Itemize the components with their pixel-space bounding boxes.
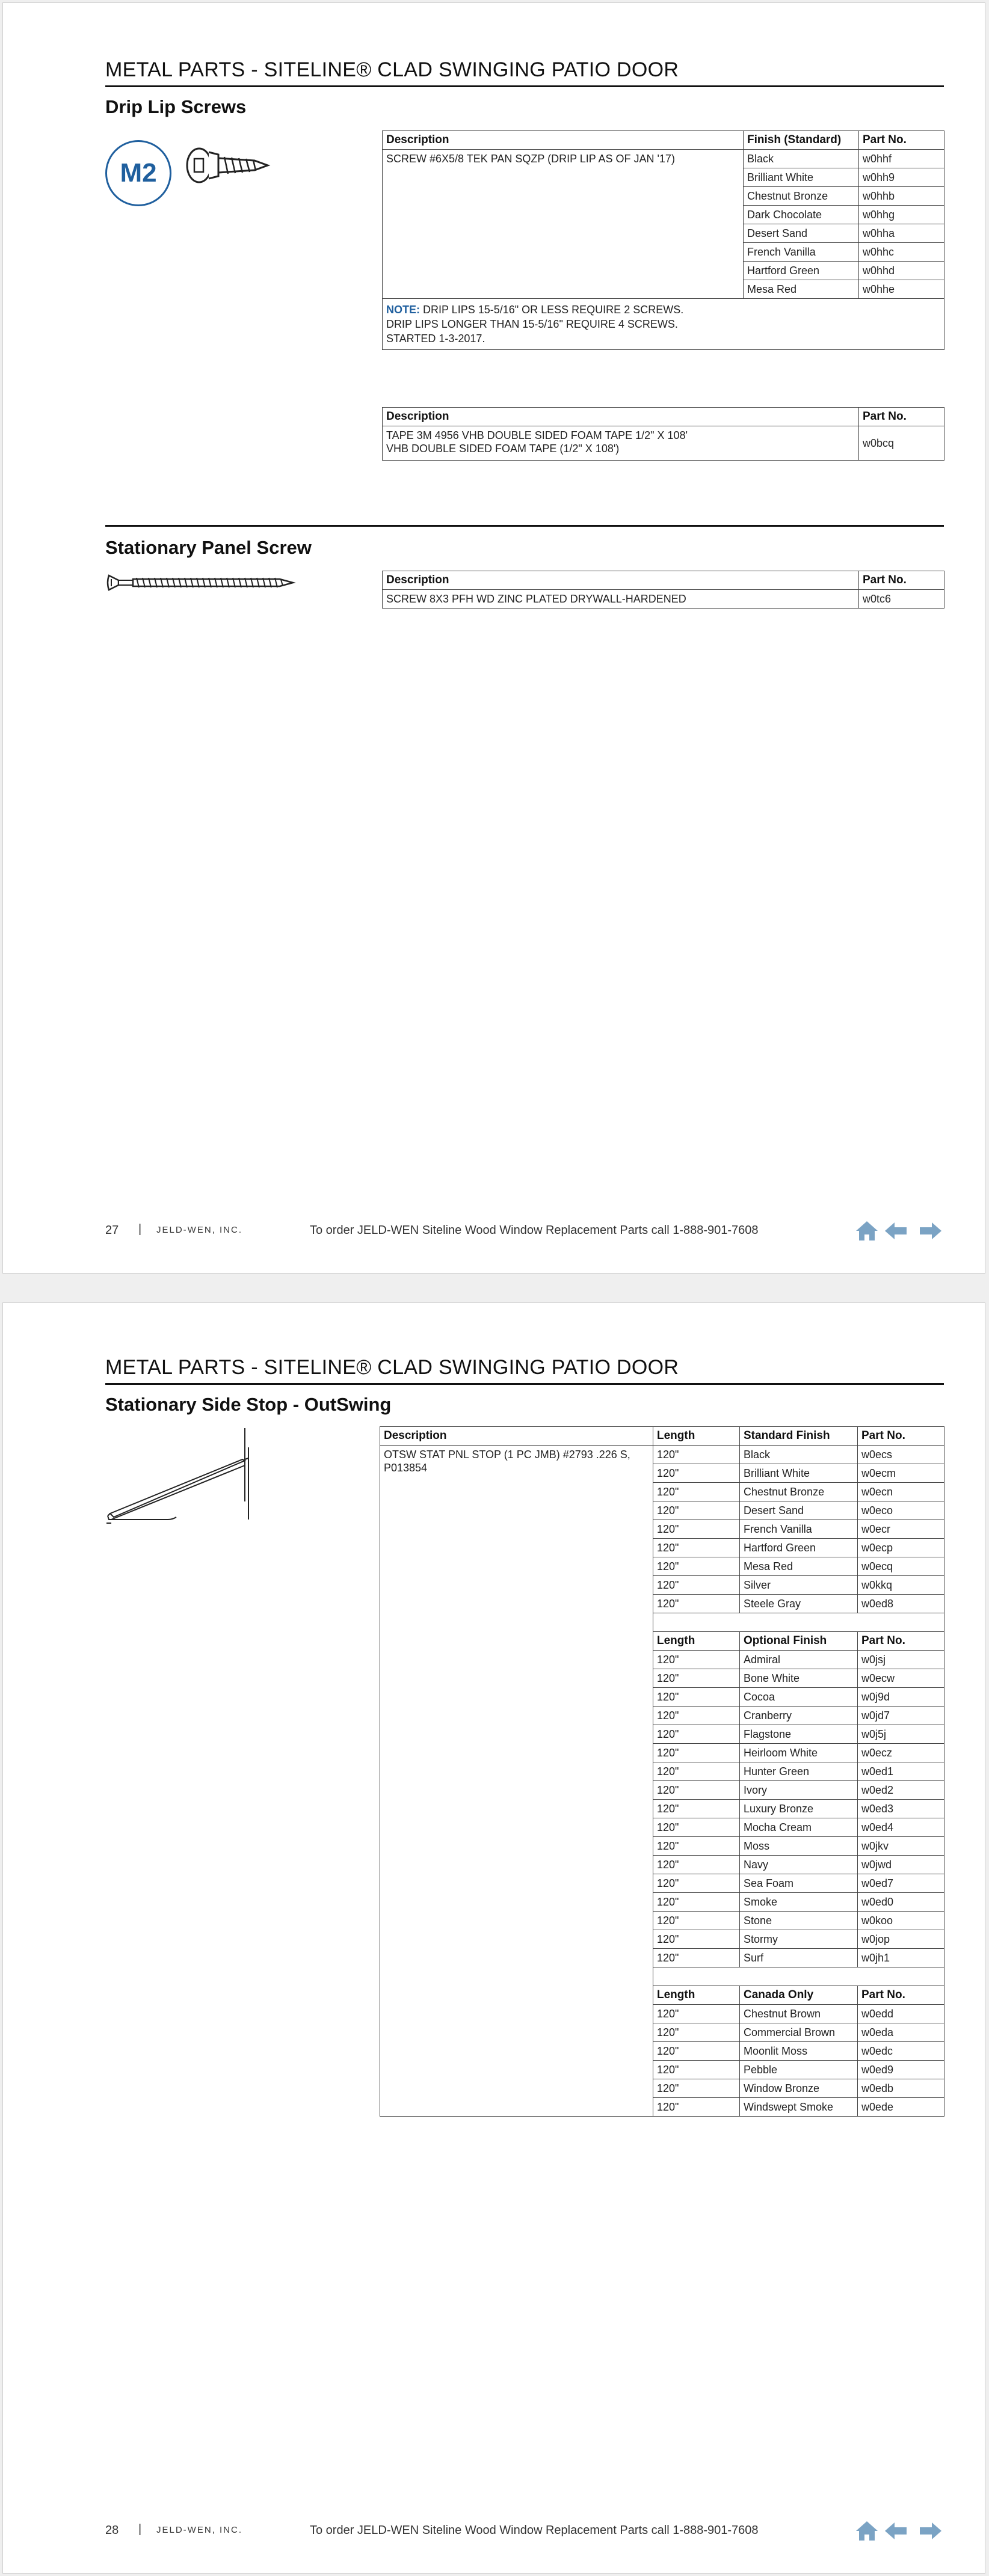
finish-cell: Commercial Brown: [740, 2023, 858, 2042]
page-navigation: [854, 1219, 944, 1243]
part-no-cell: w0edc: [858, 2042, 944, 2061]
arrow-right-icon[interactable]: [920, 2522, 941, 2539]
drip-lip-screws-table: [382, 130, 944, 350]
length-cell: 120": [653, 1446, 740, 1464]
finish-cell: Black: [740, 1446, 858, 1464]
part-no-cell: w0ed1: [858, 1762, 944, 1781]
note-line-3: STARTED 1-3-2017.: [386, 333, 485, 345]
part-no-cell: w0ed3: [858, 1800, 944, 1818]
screw-note: [383, 299, 944, 350]
length-cell: 120": [653, 1483, 740, 1501]
spacer-cell: [653, 1613, 944, 1632]
part-no-cell: w0ed4: [858, 1818, 944, 1837]
length-cell: 120": [653, 1464, 740, 1483]
part-no-cell: w0hhf: [859, 150, 944, 168]
section-divider: [105, 525, 944, 527]
finish-cell: Pebble: [740, 2061, 858, 2079]
tape-description-line-1: TAPE 3M 4956 VHB DOUBLE SIDED FOAM TAPE 1/2" X 108': [386, 429, 688, 441]
part-no-cell: w0ed8: [858, 1595, 944, 1613]
order-text: To order JELD-WEN Siteline Wood Window Replacement Parts call 1-888-901-7608: [310, 2524, 759, 2537]
finish-cell: Sea Foam: [740, 1874, 858, 1893]
stationary-panel-screw-image: [105, 571, 298, 595]
finish-cell: Hartford Green: [740, 1539, 858, 1557]
part-no-cell: w0koo: [858, 1912, 944, 1930]
header-part-no: Part No.: [858, 1632, 944, 1651]
header-length: Length: [653, 1986, 740, 2005]
finish-cell: Stormy: [740, 1930, 858, 1949]
header-part-no: Part No.: [859, 571, 944, 590]
finish-cell: Cocoa: [740, 1688, 858, 1707]
finish-cell: Chestnut Bronze: [740, 1483, 858, 1501]
finish-cell: Brilliant White: [740, 1464, 858, 1483]
finish-cell: Desert Sand: [744, 224, 859, 243]
length-cell: 120": [653, 1651, 740, 1669]
finish-cell: Dark Chocolate: [744, 206, 859, 224]
stop-description: OTSW STAT PNL STOP (1 PC JMB) #2793 .226 S, P013854: [380, 1446, 653, 2117]
length-cell: 120": [653, 1539, 740, 1557]
stationary-panel-screw-table: [382, 571, 944, 609]
part-no-cell: w0jd7: [858, 1707, 944, 1725]
header-description: Description: [383, 571, 859, 590]
length-cell: 120": [653, 1837, 740, 1856]
part-no-cell: w0tc6: [859, 590, 944, 609]
part-no-cell: w0hhg: [859, 206, 944, 224]
home-icon[interactable]: [856, 1221, 878, 1240]
part-no-cell: w0ede: [858, 2098, 944, 2117]
part-no-cell: w0edd: [858, 2005, 944, 2023]
length-cell: 120": [653, 2061, 740, 2079]
length-cell: 120": [653, 1893, 740, 1912]
part-no-cell: w0jkv: [858, 1837, 944, 1856]
length-cell: 120": [653, 1707, 740, 1725]
part-no-cell: w0hhc: [859, 243, 944, 262]
finish-cell: Cranberry: [740, 1707, 858, 1725]
part-no-cell: w0j9d: [858, 1688, 944, 1707]
spacer-cell: [653, 1967, 944, 1986]
finish-cell: Moonlit Moss: [740, 2042, 858, 2061]
finish-cell: Brilliant White: [744, 168, 859, 187]
section-title-drip-lip-screws: Drip Lip Screws: [105, 96, 247, 117]
length-cell: 120": [653, 1949, 740, 1967]
part-no-cell: w0ecn: [858, 1483, 944, 1501]
drip-lip-screw-image: [183, 144, 274, 186]
table-header-row: [383, 571, 944, 590]
footer-separator: |: [138, 1222, 142, 1236]
table-row: [380, 1446, 944, 1464]
table-header-row: [383, 408, 944, 426]
finish-cell: Bone White: [740, 1669, 858, 1688]
part-no-cell: w0j5j: [858, 1725, 944, 1744]
page-navigation: [854, 2519, 944, 2543]
part-no-cell: w0hhe: [859, 280, 944, 299]
page-number: 28: [105, 2524, 119, 2537]
header-length: Length: [653, 1632, 740, 1651]
footer-separator: |: [138, 2522, 142, 2536]
table-header-row: [380, 1427, 944, 1446]
section-title-stationary-panel-screw: Stationary Panel Screw: [105, 537, 312, 558]
header-finish: Optional Finish: [740, 1632, 858, 1651]
finish-cell: Mesa Red: [744, 280, 859, 299]
note-line-2: DRIP LIPS LONGER THAN 15-5/16" REQUIRE 4 SCREWS.: [386, 318, 678, 330]
header-part-no: Part No.: [859, 408, 944, 426]
finish-cell: Moss: [740, 1837, 858, 1856]
page-title: METAL PARTS - SITELINE® CLAD SWINGING PATIO DOOR: [105, 58, 944, 87]
part-no-cell: w0jwd: [858, 1856, 944, 1874]
finish-cell: Chestnut Bronze: [744, 187, 859, 206]
finish-cell: Admiral: [740, 1651, 858, 1669]
m2-badge: M2: [105, 140, 171, 206]
arrow-left-icon[interactable]: [885, 2522, 907, 2539]
length-cell: 120": [653, 2098, 740, 2117]
header-description: Description: [383, 131, 744, 150]
part-no-cell: w0eco: [858, 1501, 944, 1520]
part-no-cell: w0ecs: [858, 1446, 944, 1464]
length-cell: 120": [653, 1501, 740, 1520]
part-no-cell: w0ecm: [858, 1464, 944, 1483]
finish-cell: Steele Gray: [740, 1595, 858, 1613]
finish-cell: Windswept Smoke: [740, 2098, 858, 2117]
length-cell: 120": [653, 1725, 740, 1744]
section-title-stationary-side-stop: Stationary Side Stop - OutSwing: [105, 1394, 392, 1415]
page-footer: [105, 1219, 944, 1243]
part-no-cell: w0edb: [858, 2079, 944, 2098]
length-cell: 120": [653, 1800, 740, 1818]
part-no-cell: w0hha: [859, 224, 944, 243]
length-cell: 120": [653, 2005, 740, 2023]
screw-description: SCREW 8X3 PFH WD ZINC PLATED DRYWALL-HARDENED: [383, 590, 859, 609]
home-icon[interactable]: [856, 2521, 878, 2541]
finish-cell: Hartford Green: [744, 262, 859, 280]
page-footer: [105, 2519, 944, 2543]
table-row: [383, 150, 944, 168]
page-27: [2, 2, 985, 1274]
header-part-no: Part No.: [859, 131, 944, 150]
arrow-right-icon[interactable]: [920, 1222, 941, 1239]
finish-cell: Stone: [740, 1912, 858, 1930]
header-standard-finish: Standard Finish: [740, 1427, 858, 1446]
order-text: To order JELD-WEN Siteline Wood Window Replacement Parts call 1-888-901-7608: [310, 1224, 759, 1237]
part-no-cell: w0jh1: [858, 1949, 944, 1967]
table-row: [383, 590, 944, 609]
page-28: [2, 1302, 985, 2574]
length-cell: 120": [653, 1669, 740, 1688]
part-no-cell: w0kkq: [858, 1576, 944, 1595]
length-cell: 120": [653, 2042, 740, 2061]
part-no-cell: w0ecr: [858, 1520, 944, 1539]
tape-description: [383, 426, 859, 461]
side-stop-image: [105, 1423, 256, 1532]
part-no-cell: w0ecw: [858, 1669, 944, 1688]
part-no-cell: w0hhb: [859, 187, 944, 206]
part-no-cell: w0ed0: [858, 1893, 944, 1912]
finish-cell: French Vanilla: [740, 1520, 858, 1539]
side-stop-table: [380, 1426, 944, 2117]
part-no-cell: w0ed2: [858, 1781, 944, 1800]
finish-cell: Desert Sand: [740, 1501, 858, 1520]
part-no-cell: w0ecz: [858, 1744, 944, 1762]
length-cell: 120": [653, 1874, 740, 1893]
part-no-cell: w0jsj: [858, 1651, 944, 1669]
header-part-no: Part No.: [858, 1986, 944, 2005]
finish-cell: French Vanilla: [744, 243, 859, 262]
header-description: Description: [380, 1427, 653, 1446]
finish-cell: Hunter Green: [740, 1762, 858, 1781]
length-cell: 120": [653, 1818, 740, 1837]
finish-cell: Silver: [740, 1576, 858, 1595]
part-no-cell: w0ed7: [858, 1874, 944, 1893]
finish-cell: Heirloom White: [740, 1744, 858, 1762]
length-cell: 120": [653, 1576, 740, 1595]
finish-cell: Smoke: [740, 1893, 858, 1912]
finish-cell: Luxury Bronze: [740, 1800, 858, 1818]
header-description: Description: [383, 408, 859, 426]
length-cell: 120": [653, 1781, 740, 1800]
header-length: Length: [653, 1427, 740, 1446]
foam-tape-table: [382, 407, 944, 461]
length-cell: 120": [653, 1520, 740, 1539]
note-row: [383, 299, 944, 350]
part-no-cell: w0hhd: [859, 262, 944, 280]
finish-cell: Window Bronze: [740, 2079, 858, 2098]
finish-cell: Navy: [740, 1856, 858, 1874]
length-cell: 120": [653, 1912, 740, 1930]
table-header-row: [383, 131, 944, 150]
length-cell: 120": [653, 1762, 740, 1781]
length-cell: 120": [653, 1930, 740, 1949]
screw-description: SCREW #6X5/8 TEK PAN SQZP (DRIP LIP AS OF JAN '17): [383, 150, 744, 299]
finish-cell: Mesa Red: [740, 1557, 858, 1576]
note-label: NOTE:: [386, 304, 420, 316]
tape-description-line-2: VHB DOUBLE SIDED FOAM TAPE (1/2" X 108'): [386, 443, 620, 455]
table-row: [383, 426, 944, 461]
finish-cell: Black: [744, 150, 859, 168]
company-name: JELD-WEN, INC.: [156, 2525, 243, 2535]
length-cell: 120": [653, 1856, 740, 1874]
part-no-cell: w0eda: [858, 2023, 944, 2042]
finish-cell: Mocha Cream: [740, 1818, 858, 1837]
finish-cell: Chestnut Brown: [740, 2005, 858, 2023]
finish-cell: Surf: [740, 1949, 858, 1967]
finish-cell: Ivory: [740, 1781, 858, 1800]
length-cell: 120": [653, 1557, 740, 1576]
company-name: JELD-WEN, INC.: [156, 1225, 243, 1235]
part-no-cell: w0jop: [858, 1930, 944, 1949]
length-cell: 120": [653, 2079, 740, 2098]
length-cell: 120": [653, 1688, 740, 1707]
header-part-no: Part No.: [858, 1427, 944, 1446]
note-line-1: DRIP LIPS 15-5/16" OR LESS REQUIRE 2 SCREWS.: [420, 304, 684, 316]
part-no-cell: w0hh9: [859, 168, 944, 187]
part-no-cell: w0ecp: [858, 1539, 944, 1557]
length-cell: 120": [653, 1744, 740, 1762]
part-no-cell: w0bcq: [859, 426, 944, 461]
part-no-cell: w0ecq: [858, 1557, 944, 1576]
length-cell: 120": [653, 2023, 740, 2042]
page-title: METAL PARTS - SITELINE® CLAD SWINGING PATIO DOOR: [105, 1356, 944, 1385]
finish-cell: Flagstone: [740, 1725, 858, 1744]
arrow-left-icon[interactable]: [885, 1222, 907, 1239]
part-no-cell: w0ed9: [858, 2061, 944, 2079]
header-finish: Finish (Standard): [744, 131, 859, 150]
page-number: 27: [105, 1224, 119, 1237]
length-cell: 120": [653, 1595, 740, 1613]
header-finish: Canada Only: [740, 1986, 858, 2005]
